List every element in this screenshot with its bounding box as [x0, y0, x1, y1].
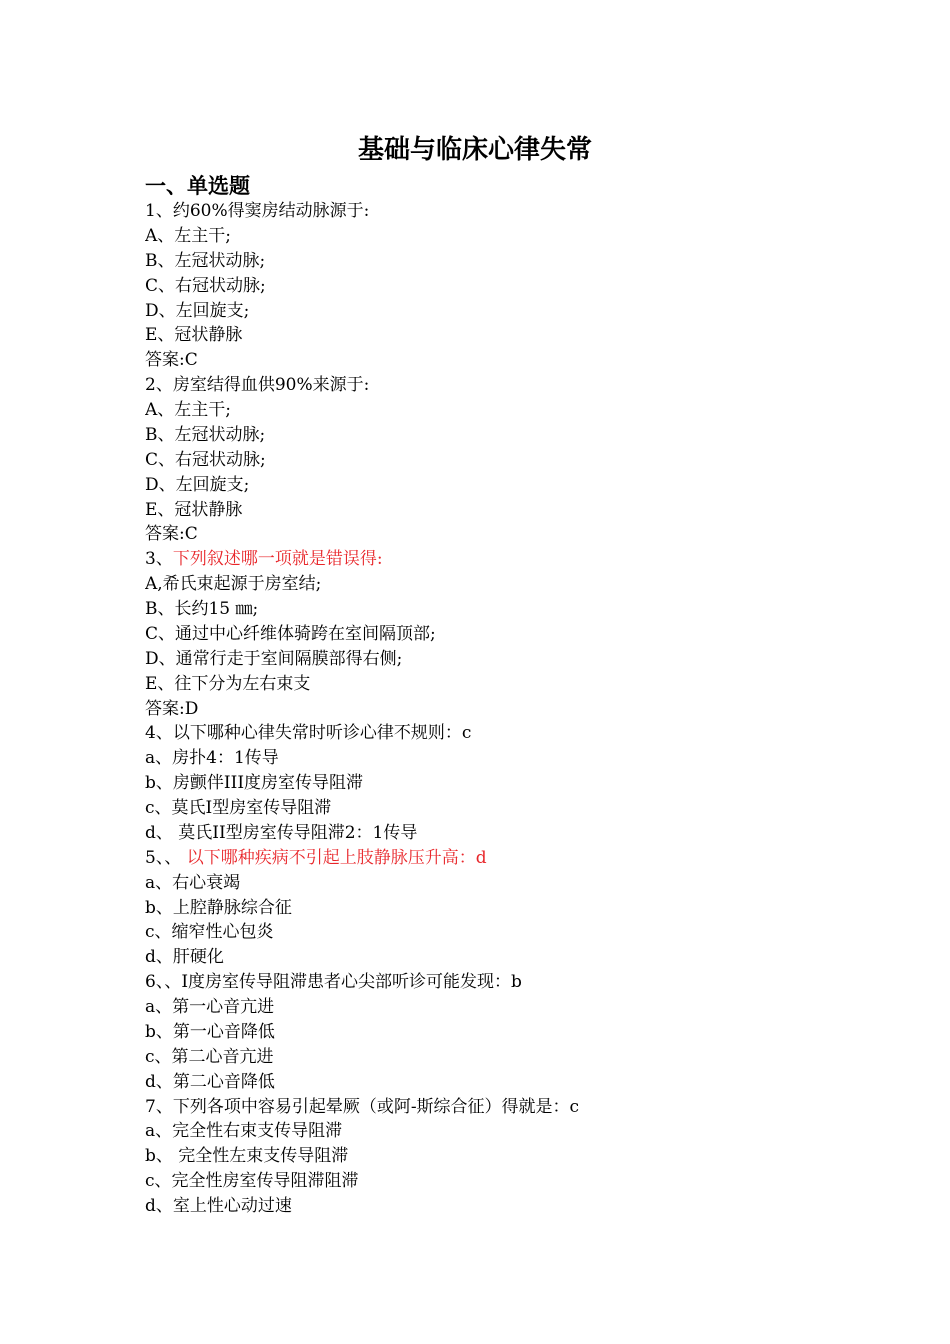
line-text: a、第一心音亢进 — [145, 997, 275, 1017]
document-line — [145, 896, 865, 921]
document-line — [145, 1070, 865, 1095]
document-line — [145, 970, 865, 995]
line-text: 4、以下哪种心律失常时听诊心律不规则：c — [145, 723, 472, 744]
line-text: E、冠状静脉 — [145, 325, 243, 346]
document-line — [145, 945, 865, 970]
document-line — [145, 721, 865, 746]
document-line — [145, 398, 865, 423]
line-text: 3、 — [145, 549, 173, 570]
document-line — [145, 299, 865, 324]
document-line — [145, 498, 865, 523]
question-list — [145, 199, 865, 1219]
line-text: B、左冠状动脉; — [145, 424, 266, 445]
line-text: c、莫氏I型房室传导阻滞 — [145, 798, 332, 818]
document-line — [145, 423, 865, 448]
line-text: c、缩窄性心包炎 — [145, 922, 274, 943]
document-line — [145, 274, 865, 299]
line-text: D、左回旋支; — [145, 300, 250, 321]
line-text: C、右冠状动脉; — [145, 275, 266, 296]
line-text: b、 完全性左束支传导阻滞 — [145, 1146, 349, 1167]
line-text: E、冠状静脉 — [145, 499, 243, 520]
document-line — [145, 672, 865, 697]
document-line — [145, 746, 865, 771]
document-line — [145, 572, 865, 597]
document-line — [145, 871, 865, 896]
line-text: D、左回旋支; — [145, 474, 250, 495]
section-heading: 一、单选题 — [145, 173, 250, 198]
document-line — [145, 995, 865, 1020]
line-text: E、往下分为左右束支 — [145, 673, 311, 694]
document-line — [145, 1045, 865, 1070]
document-line — [145, 323, 865, 348]
line-text: b、上腔静脉综合征 — [145, 897, 292, 918]
line-text: d、室上性心动过速 — [145, 1196, 292, 1216]
line-text: A,希氏束起源于房室结; — [145, 574, 322, 595]
line-text: 6、、I度房室传导阻滞患者心尖部听诊可能发现：b — [145, 972, 522, 993]
line-text: C、通过中心纤维体骑跨在室间隔顶部; — [145, 623, 436, 644]
line-text: B、长约15 ㎜; — [145, 599, 259, 619]
document-line — [145, 1169, 865, 1194]
document-line — [145, 547, 865, 572]
document-line — [145, 846, 865, 871]
document-line — [145, 821, 865, 846]
line-text: d、第二心音降低 — [145, 1071, 275, 1092]
line-text: a、右心衰竭 — [145, 872, 241, 893]
line-text: D、通常行走于室间隔膜部得右侧; — [145, 648, 403, 669]
line-text: A、左主干; — [145, 225, 232, 246]
document-line — [145, 522, 865, 547]
document-title: 基础与临床心律失常 — [357, 135, 592, 165]
document-line — [145, 697, 865, 722]
document-line — [145, 448, 865, 473]
line-text: 5、、 — [145, 847, 187, 868]
document-line — [145, 796, 865, 821]
line-text: 1、约60%得窦房结动脉源于: — [145, 201, 370, 221]
document-line — [145, 1194, 865, 1219]
line-text: b、第一心音降低 — [145, 1021, 275, 1042]
line-text: 答案:C — [145, 524, 198, 545]
document-line — [145, 373, 865, 398]
document-line — [145, 473, 865, 498]
line-highlight-text: 下列叙述哪一项就是错误得: — [172, 549, 383, 570]
line-text: 7、下列各项中容易引起晕厥（或阿-斯综合征）得就是：c — [145, 1096, 580, 1117]
line-text: 答案:D — [145, 698, 199, 719]
document-line — [145, 647, 865, 672]
document-line — [145, 1144, 865, 1169]
document-line — [145, 1119, 865, 1144]
line-text: d、 莫氏II型房室传导阻滞2：1传导 — [145, 822, 418, 843]
line-text: B、左冠状动脉; — [145, 250, 266, 271]
line-text: 答案:C — [145, 350, 198, 371]
document-line — [145, 224, 865, 249]
line-text: C、右冠状动脉; — [145, 449, 266, 470]
document-line — [145, 249, 865, 274]
document-line — [145, 1020, 865, 1045]
line-highlight-text: 以下哪种疾病不引起上肢静脉压升高：d — [186, 847, 487, 868]
line-text: a、房扑4：1传导 — [145, 748, 279, 769]
document-line — [145, 771, 865, 796]
line-text: A、左主干; — [145, 400, 232, 420]
document-line — [145, 920, 865, 945]
line-text: d、肝硬化 — [145, 947, 224, 968]
line-text: 2、房室结得血供90%来源于: — [145, 375, 370, 396]
document-line — [145, 348, 865, 373]
document-line — [145, 1095, 865, 1120]
document-line — [145, 199, 865, 224]
document-line — [145, 622, 865, 647]
line-text: a、完全性右束支传导阻滞 — [145, 1121, 343, 1142]
line-text: b、房颤伴III度房室传导阻滞 — [145, 773, 364, 794]
line-text: c、第二心音亢进 — [145, 1046, 274, 1067]
line-text: c、完全性房室传导阻滞阻滞 — [145, 1171, 359, 1192]
document-line — [145, 597, 865, 622]
